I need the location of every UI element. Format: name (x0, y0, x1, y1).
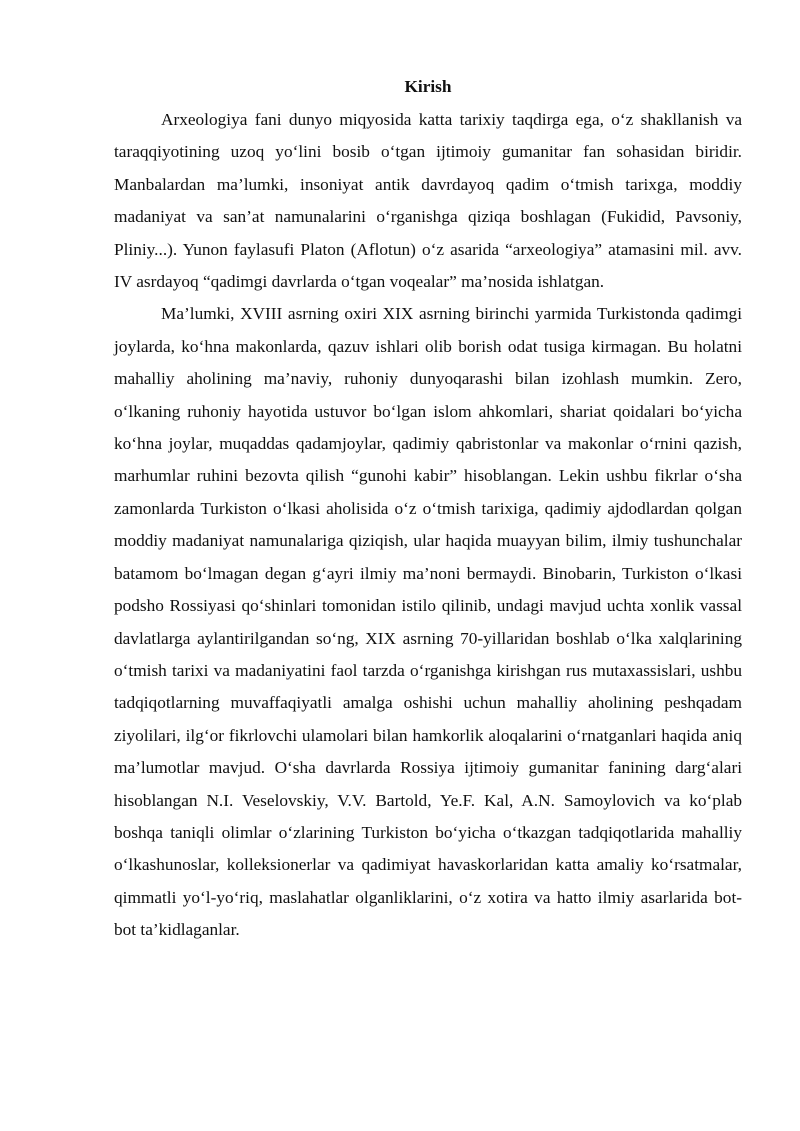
paragraph-history: Ma’lumki, XVIII asrning oxiri XIX asrning birinchi yarmida Turkistonda qadimgi joylarda, ko‘hna makonlarda, qazuv ishlari olib borish odat tusiga kirmagan. Bu holatni mahalliy aholining ma’naviy, ruhoniy dunyoqarashi bilan izohlash mumkin. Zero, o‘lkaning ruhoniy hayotida ustuvor bo‘lgan islom ahkomlari, shariat qoidalari bo‘yicha ko‘hna joylar, muqaddas qadamjoylar, qadimiy qabristonlar va makonlar o‘rnini qazish, marhumlar ruhini bezovta qilish “gunohi kabir” hisoblangan. Lekin ushbu fikrlar o‘sha zamonlarda Turkiston o‘lkasi aholisida o‘z o‘tmish tarixiga, qadimiy ajdodlardan qolgan moddiy madaniyat namunalariga qiziqish, ular haqida muayyan bilim, ilmiy tushunchalar batamom bo‘lmagan degan g‘ayri ilmiy ma’noni bermaydi. Binobarin, Turkiston o‘lkasi podsho Rossiyasi qo‘shinlari tomonidan istilo qilinib, undagi mavjud uchta xonlik vassal davlatlarga aylantirilgandan so‘ng, XIX asrning 70-yillaridan boshlab o‘lka xalqlarining o‘tmish tarixi va madaniyatini faol tarzda o‘rganishga kirishgan rus mutaxassislari, ushbu tadqiqotlarning muvaffaqiyatli amalga oshishi uchun mahalliy aholining peshqadam ziyolilari, ilg‘or fikrlovchi ulamolari bilan hamkorlik aloqalarini o‘rnatganlari haqida aniq ma’lumotlar mavjud. O‘sha davrlarda Rossiya ijtimoiy gumanitar fanining darg‘alari hisoblangan N.I. Veselovskiy, V.V. Bartold, Ye.F. Kal, A.N. Samoylovich va ko‘plab boshqa taniqli olimlar o‘zlarining Turkiston bo‘yicha o‘tkazgan tadqiqotlarida mahalliy o‘lkashunoslar, kolleksionerlar va qadimiyat havaskorlaridan katta amaliy ko‘rsatmalar, qimmatli yo‘l-yo‘riq, maslahatlar olganliklarini, o‘z xotira va hatto ilmiy asarlarida bot-bot ta’kidlaganlar. (114, 304, 742, 940)
section-title: Kirish (404, 77, 452, 96)
paragraph-intro: Arxeologiya fani dunyo miqyosida katta tarixiy taqdirga ega, o‘z shakllanish va taraqqiyotining uzoq yo‘lini bosib o‘tgan ijtimoiy gumanitar fan sohasidan biridir. Manbalardan ma’lumki, insoniyat antik davrdayoq qadim o‘tmish tarixga, moddiy madaniyat va san’at namunalarini o‘rganishga qiziqa boshlagan (Fukidid, Pavsoniy, Pliniy...). Yunon faylasufi Platon (Aflotun) o‘z asarida “arxeologiya” atamasini mil. avv. IV asrdayoq “qadimgi davrlarda o‘tgan voqealar” ma’nosida ishlatgan. (114, 110, 742, 292)
document-page (114, 74, 742, 947)
